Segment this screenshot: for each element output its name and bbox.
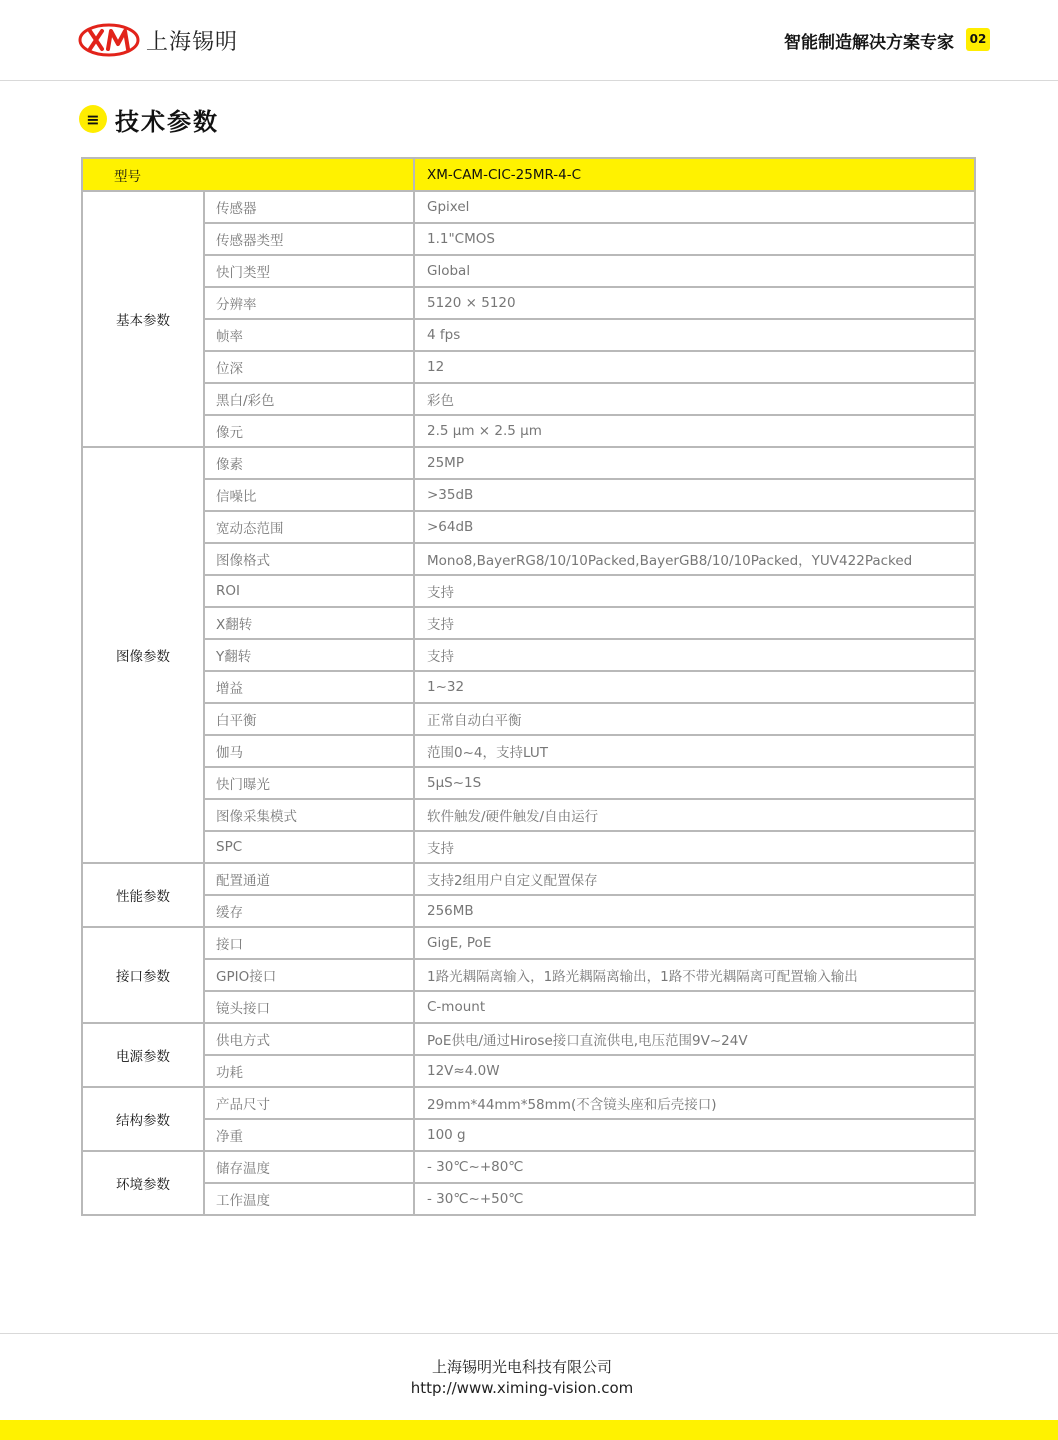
- table-row: [82, 415, 975, 447]
- param-value: 1.1"CMOS: [414, 223, 975, 255]
- param-value: 1路光耦隔离输入，1路光耦隔离输出，1路不带光耦隔离可配置输入输出: [414, 959, 975, 991]
- param-value: 5120 × 5120: [414, 287, 975, 319]
- table-row: [82, 1151, 975, 1183]
- logo-text: 上海锡明: [146, 29, 239, 55]
- param-value: 4 fps: [414, 319, 975, 351]
- model-label: 型号: [82, 158, 414, 191]
- param-name: 供电方式: [204, 1023, 414, 1055]
- table-row: [82, 1055, 975, 1087]
- table-row: [82, 287, 975, 319]
- param-value: 12V≈4.0W: [414, 1055, 975, 1087]
- param-value: >64dB: [414, 511, 975, 543]
- param-value: - 30℃~+80℃: [414, 1151, 975, 1183]
- param-name: Y翻转: [204, 639, 414, 671]
- param-value: Gpixel: [414, 191, 975, 223]
- table-row: [82, 351, 975, 383]
- spec-table: [81, 157, 976, 1216]
- param-name: 产品尺寸: [204, 1087, 414, 1119]
- param-value: C-mount: [414, 991, 975, 1023]
- param-name: 传感器类型: [204, 223, 414, 255]
- table-row: [82, 991, 975, 1023]
- param-name: 快门类型: [204, 255, 414, 287]
- param-name: 像素: [204, 447, 414, 479]
- param-value: 彩色: [414, 383, 975, 415]
- param-name: 增益: [204, 671, 414, 703]
- table-row: [82, 799, 975, 831]
- param-name: 宽动态范围: [204, 511, 414, 543]
- param-name: 位深: [204, 351, 414, 383]
- param-value: 29mm*44mm*58mm(不含镜头座和后壳接口): [414, 1087, 975, 1119]
- param-value: 256MB: [414, 895, 975, 927]
- table-row: [82, 735, 975, 767]
- table-row: [82, 319, 975, 351]
- group-label: 环境参数: [82, 1151, 204, 1215]
- param-name: 帧率: [204, 319, 414, 351]
- param-value: 25MP: [414, 447, 975, 479]
- group-label: 电源参数: [82, 1023, 204, 1087]
- param-name: 分辨率: [204, 287, 414, 319]
- model-value: XM-CAM-CIC-25MR-4-C: [414, 158, 975, 191]
- table-row: [82, 863, 975, 895]
- table-row: [82, 831, 975, 863]
- param-name: 配置通道: [204, 863, 414, 895]
- table-row: [82, 191, 975, 223]
- param-value: 软件触发/硬件触发/自由运行: [414, 799, 975, 831]
- param-name: 传感器: [204, 191, 414, 223]
- param-name: 图像格式: [204, 543, 414, 575]
- table-row: [82, 767, 975, 799]
- param-value: 支持: [414, 607, 975, 639]
- param-value: 2.5 μm × 2.5 μm: [414, 415, 975, 447]
- table-row: [82, 479, 975, 511]
- group-label: 接口参数: [82, 927, 204, 1023]
- page-header: [0, 0, 1058, 81]
- param-value: 1~32: [414, 671, 975, 703]
- param-name: 快门曝光: [204, 767, 414, 799]
- table-row: [82, 511, 975, 543]
- footer-divider: [0, 1333, 1058, 1334]
- table-row: [82, 543, 975, 575]
- group-label: 图像参数: [82, 447, 204, 863]
- param-value: 范围0~4，支持LUT: [414, 735, 975, 767]
- param-name: 净重: [204, 1119, 414, 1151]
- group-label: 基本参数: [82, 191, 204, 447]
- param-name: 伽马: [204, 735, 414, 767]
- param-value: - 30℃~+50℃: [414, 1183, 975, 1215]
- param-name: X翻转: [204, 607, 414, 639]
- table-row: [82, 671, 975, 703]
- xm-logo-icon: [78, 22, 140, 58]
- param-name: ROI: [204, 575, 414, 607]
- table-row: [82, 447, 975, 479]
- table-header-row: [82, 158, 975, 191]
- table-row: [82, 927, 975, 959]
- param-name: 缓存: [204, 895, 414, 927]
- page-number-badge: 02: [966, 28, 990, 51]
- param-name: 白平衡: [204, 703, 414, 735]
- section-title: 技术参数: [115, 107, 219, 136]
- table-row: [82, 639, 975, 671]
- param-name: 储存温度: [204, 1151, 414, 1183]
- param-value: 正常自动白平衡: [414, 703, 975, 735]
- param-name: 工作温度: [204, 1183, 414, 1215]
- param-name: 信噪比: [204, 479, 414, 511]
- footer-accent-bar: [0, 1420, 1058, 1440]
- param-value: 支持2组用户自定义配置保存: [414, 863, 975, 895]
- param-value: Global: [414, 255, 975, 287]
- section-heading: [79, 103, 219, 135]
- table-row: [82, 703, 975, 735]
- param-name: SPC: [204, 831, 414, 863]
- param-name: 像元: [204, 415, 414, 447]
- menu-list-icon: ≡: [79, 105, 107, 133]
- param-name: 镜头接口: [204, 991, 414, 1023]
- table-row: [82, 1023, 975, 1055]
- table-row: [82, 1183, 975, 1215]
- param-value: 支持: [414, 831, 975, 863]
- table-row: [82, 1087, 975, 1119]
- param-value: GigE, PoE: [414, 927, 975, 959]
- table-row: [82, 383, 975, 415]
- param-value: PoE供电/通过Hirose接口直流供电,电压范围9V~24V: [414, 1023, 975, 1055]
- param-name: 黑白/彩色: [204, 383, 414, 415]
- header-slogan: 智能制造解决方案专家: [784, 33, 954, 53]
- param-value: 100 g: [414, 1119, 975, 1151]
- table-row: [82, 1119, 975, 1151]
- footer-company: 上海锡明光电科技有限公司: [431, 1358, 612, 1376]
- footer-url: http://www.ximing-vision.com: [410, 1379, 634, 1397]
- param-value: 5μS~1S: [414, 767, 975, 799]
- param-name: 接口: [204, 927, 414, 959]
- param-value: 支持: [414, 639, 975, 671]
- company-logo: [78, 22, 238, 58]
- table-row: [82, 255, 975, 287]
- param-value: Mono8,BayerRG8/10/10Packed,BayerGB8/10/10Packed，YUV422Packed: [414, 543, 975, 575]
- table-row: [82, 959, 975, 991]
- param-name: GPIO接口: [204, 959, 414, 991]
- param-value: 支持: [414, 575, 975, 607]
- group-label: 结构参数: [82, 1087, 204, 1151]
- group-label: 性能参数: [82, 863, 204, 927]
- table-row: [82, 575, 975, 607]
- param-value: 12: [414, 351, 975, 383]
- param-value: >35dB: [414, 479, 975, 511]
- param-name: 图像采集模式: [204, 799, 414, 831]
- table-row: [82, 895, 975, 927]
- table-row: [82, 607, 975, 639]
- param-name: 功耗: [204, 1055, 414, 1087]
- table-row: [82, 223, 975, 255]
